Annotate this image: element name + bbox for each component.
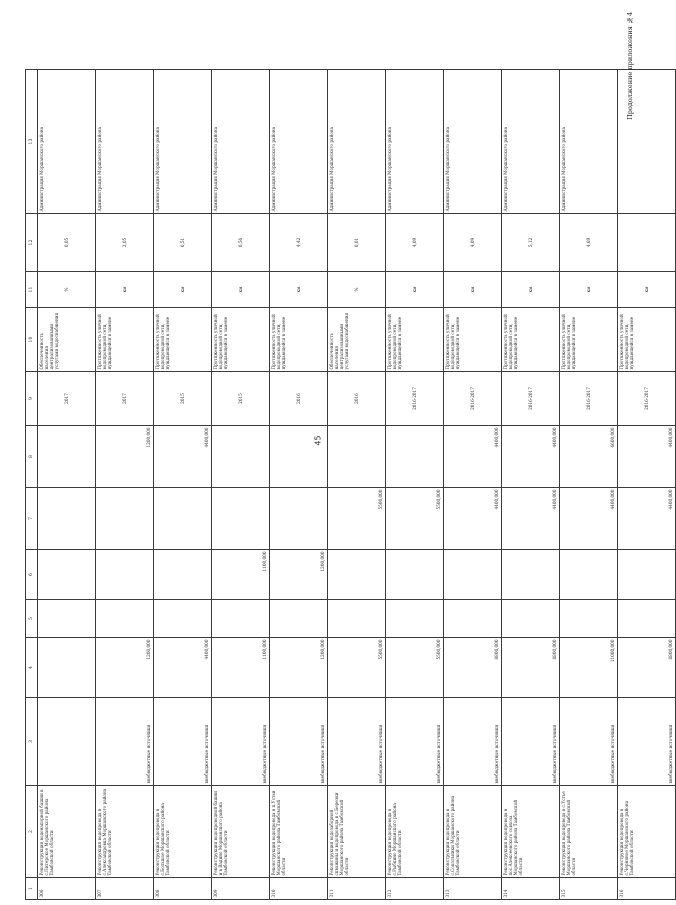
funding-source: внебюджетные источники [502,698,560,786]
unit: % [38,272,96,308]
table-row [502,70,560,900]
amount-col6 [618,550,676,600]
rotated-page [25,70,673,900]
amount-total: 1100,000 [212,638,270,698]
amount-col6 [386,550,444,600]
column-header: 7 [26,488,38,550]
amount-col7: 4400,000 [502,488,560,550]
measure-name: Реконструкция водопровода в п.Устьи Моршанского района Тамбовской области [270,786,328,878]
measure-name: Реконструкция водопровода в с.Черняное Моршанского района Тамбовской области [618,786,676,878]
executor: Администрация Моршанского района [502,70,560,214]
amount-col6: 1100,000 [212,550,270,600]
column-header: 4 [26,638,38,698]
executor [618,70,676,214]
executor: Администрация Моршанского района [154,70,212,214]
amount-total: 1200,000 [270,638,328,698]
amount-col5 [38,600,96,638]
indicator-value: 4,09 [386,214,444,272]
amount-col7: 5500,000 [328,488,386,550]
measure-name: Реконструкция водопроводной башни и в Вадино Моршанского района Тамбовской области [212,786,270,878]
column-header: 9 [26,372,38,426]
column-header: 6 [26,550,38,600]
unit: км [212,272,270,308]
implementation-years: 2016-2017 [444,372,502,426]
amount-total: 4400,000 [154,638,212,698]
implementation-years: 2015 [212,372,270,426]
indicator-name: Обеспеченность населения централизованными услугами водоснабжения [38,308,96,372]
amount-col5 [386,600,444,638]
amount-col5 [618,600,676,638]
amount-col5 [328,600,386,638]
indicator-name: Протяженность уличной водопроводной сети, нуждающейся в замене [560,308,618,372]
funding-source: внебюджетные источники [328,698,386,786]
row-number: 310 [270,878,328,900]
amount-col8: 4400,000 [618,426,676,488]
indicator-name: Протяженность уличной водопроводной сети, нуждающейся в замене [444,308,502,372]
amount-total: 8800,000 [502,638,560,698]
amount-total: 8800,000 [444,638,502,698]
amount-col7 [38,488,96,550]
column-header: 1 [26,878,38,900]
continuation-title: Продолжение приложения №4 [626,12,634,120]
amount-col7: 5500,000 [386,488,444,550]
amount-col5 [560,600,618,638]
unit: км [618,272,676,308]
amount-col6 [154,550,212,600]
executor: Администрация Моршанского района [560,70,618,214]
measure-name: Реконструкция водопровода в с.Рыбкино Моршанского района Тамбовской области [386,786,444,878]
row-number: 316 [618,878,676,900]
indicator-name: Протяженность уличной водопроводной сети, нуждающейся в замене [270,308,328,372]
row-number: 311 [328,878,386,900]
funding-source: внебюджетные источники [96,698,154,786]
amount-col8: 1200,000 [96,426,154,488]
amount-col8 [38,426,96,488]
row-number: 312 [386,878,444,900]
unit: км [502,272,560,308]
amount-col5 [502,600,560,638]
measure-name: Реконструкция водопровода в с.Устье Моршанского района Тамбовской области [560,786,618,878]
header-row [26,70,38,900]
amount-col6 [444,550,502,600]
unit: км [270,272,328,308]
implementation-years: 2017 [38,372,96,426]
column-header: 8 [26,426,38,488]
table-row [386,70,444,900]
row-number: 315 [560,878,618,900]
executor: Администрация Моршанского района [212,70,270,214]
measure-name: Реконструкция водонапорной башни в с.Питерское Моршанского района Тамбовской области [38,786,96,878]
amount-col8: 6600,000 [560,426,618,488]
row-number: 314 [502,878,560,900]
indicator-name: Протяженность уличной водопроводной сети, нуждающейся в замене [154,308,212,372]
funding-source: внебюджетные источники [270,698,328,786]
amount-col8: 4400,000 [154,426,212,488]
table-row [444,70,502,900]
amount-col7 [154,488,212,550]
indicator-name: Протяженность уличной водопроводной сети, нуждающейся в замене [502,308,560,372]
row-number: 313 [444,878,502,900]
executor: Администрация Моршанского района [328,70,386,214]
unit: % [328,272,386,308]
table-row [560,70,618,900]
amount-col7 [212,488,270,550]
indicator-value: 0,01 [328,214,386,272]
amount-col7: 4400,000 [444,488,502,550]
implementation-years: 2016-2017 [386,372,444,426]
executor: Администрация Моршанского района [96,70,154,214]
funding-source: внебюджетные источники [618,698,676,786]
column-header: 12 [26,214,38,272]
funding-source: внебюджетные источники [386,698,444,786]
implementation-years: 2017 [96,372,154,426]
executor: Администрация Моршанского района [444,70,502,214]
amount-col8 [270,426,328,488]
indicator-value: 2,05 [96,214,154,272]
amount-col6 [96,550,154,600]
amount-total: 5500,000 [328,638,386,698]
funding-source: внебюджетные источники [444,698,502,786]
amount-col5 [154,600,212,638]
indicator-value: 4,09 [444,214,502,272]
implementation-years: 2015 [154,372,212,426]
indicator-value: 0,05 [38,214,96,272]
measure-name: Реконструкция водозаборной скважины и водопровода в с.Березки Моршанского района Тамбовской области [328,786,386,878]
column-header: 11 [26,272,38,308]
indicator-value [618,214,676,272]
measure-name: Реконструкция водопровода в пос.Алексеевского совхоза Моршанского района Тамбовской области [502,786,560,878]
unit: км [154,272,212,308]
measure-name: Реконструкция водопровода в с.Александровка Моршанского района Тамбовской области [96,786,154,878]
amount-col7 [270,488,328,550]
implementation-years: 2016-2017 [560,372,618,426]
indicator-name: Протяженность уличной водопроводной сети, нуждающейся в замене [386,308,444,372]
unit: км [444,272,502,308]
amount-col6 [38,550,96,600]
amount-col5 [212,600,270,638]
amount-col7: 4400,000 [618,488,676,550]
indicator-name: Протяженность уличной водопроводной сети, нуждающейся в замене [618,308,676,372]
column-header: 10 [26,308,38,372]
amount-col5 [444,600,502,638]
table-row [154,70,212,900]
table-row [270,70,328,900]
measure-name: Реконструкция водопровода в с.Большое Моршанского района Тамбовской области [154,786,212,878]
amount-col6: 1200,000 [270,550,328,600]
amount-col8: 4400,000 [444,426,502,488]
column-header: 5 [26,600,38,638]
amount-total [38,638,96,698]
funding-source [38,698,96,786]
indicator-value: 0,51 [154,214,212,272]
amount-total: 1200,000 [96,638,154,698]
executor: Администрация Моршанского района [38,70,96,214]
amount-col7: 4400,000 [560,488,618,550]
implementation-years: 2016 [270,372,328,426]
column-header: 3 [26,698,38,786]
amount-col8 [386,426,444,488]
amount-col7 [96,488,154,550]
table-row [38,70,96,900]
row-number: 308 [154,878,212,900]
indicator-value: 0,56 [212,214,270,272]
indicator-name: Обеспеченность населения централизованными услугами водоснабжения [328,308,386,372]
row-number: 306 [38,878,96,900]
executor: Администрация Моршанского района [386,70,444,214]
unit: км [386,272,444,308]
amount-total: 8800,000 [618,638,676,698]
amount-col5 [96,600,154,638]
program-table [25,69,676,900]
funding-source: внебюджетные источники [212,698,270,786]
column-header: 2 [26,786,38,878]
implementation-years: 2016 [328,372,386,426]
amount-col6 [328,550,386,600]
funding-source: внебюджетные источники [560,698,618,786]
column-header: 13 [26,70,38,214]
executor: Администрация Моршанского района [270,70,328,214]
page-number: 45 [313,435,323,446]
indicator-value: 4,42 [270,214,328,272]
amount-total: 11000,000 [560,638,618,698]
implementation-years: 2016-2017 [502,372,560,426]
amount-col5 [270,600,328,638]
table-row [618,70,676,900]
table-row [212,70,270,900]
measure-name: Реконструкция водопровода в с.Сокольники Моршанского района Тамбовской области [444,786,502,878]
amount-col8: 4400,000 [502,426,560,488]
table-row [96,70,154,900]
unit: км [96,272,154,308]
amount-col8 [328,426,386,488]
indicator-value: 5,12 [502,214,560,272]
indicator-name: Протяженность уличной водопроводной сети, нуждающейся в замене [96,308,154,372]
funding-source: внебюджетные источники [154,698,212,786]
indicator-name: Протяженность уличной водопроводной сети, нуждающейся в замене [212,308,270,372]
table-body [38,70,676,900]
amount-col8 [212,426,270,488]
indicator-value: 4,69 [560,214,618,272]
amount-total: 5500,000 [386,638,444,698]
amount-col6 [502,550,560,600]
row-number: 307 [96,878,154,900]
table-row [328,70,386,900]
row-number: 309 [212,878,270,900]
amount-col6 [560,550,618,600]
unit: км [560,272,618,308]
implementation-years: 2016-2017 [618,372,676,426]
